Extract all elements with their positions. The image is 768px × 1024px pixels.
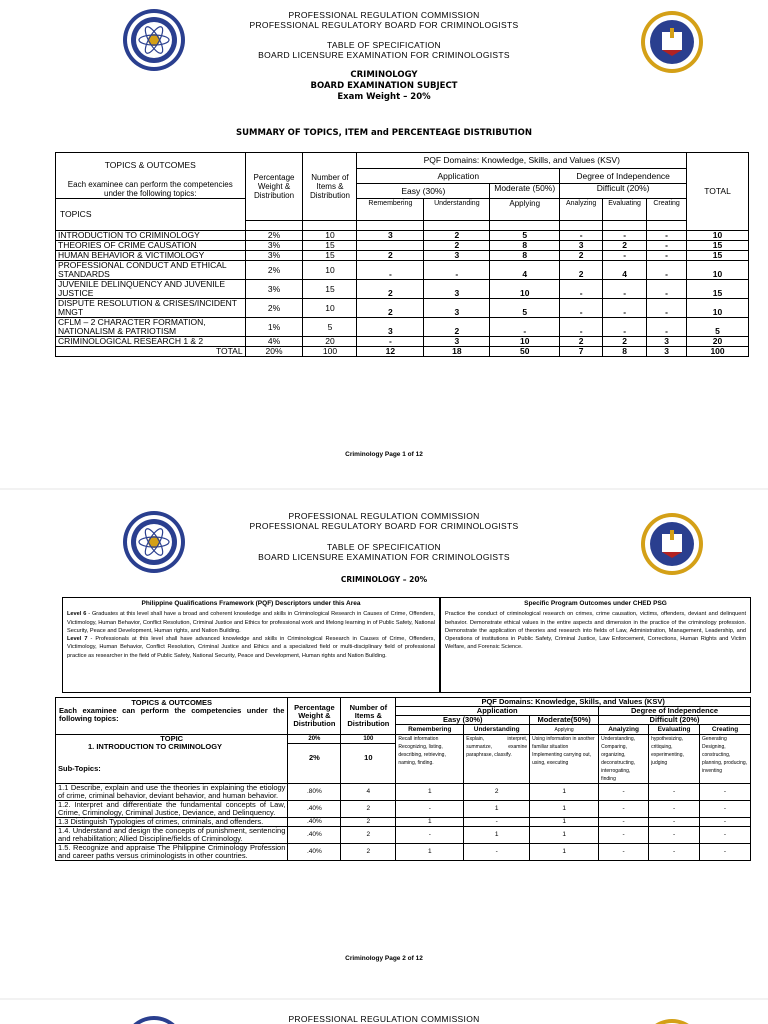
independence-header: Degree of Independence (599, 707, 751, 716)
difficult-header: Difficult (20%) (560, 184, 687, 199)
cell-eva: - (603, 231, 647, 241)
cell-app: - (490, 318, 560, 337)
easy-header: Easy (30%) (396, 716, 530, 725)
cell-cre: - (647, 251, 687, 261)
topics-outcomes-header (56, 153, 246, 199)
subtopic-rem: - (396, 827, 464, 844)
page-2-header (0, 511, 768, 531)
topics-outcomes-header (56, 698, 288, 735)
subtopic-pct: .40% (288, 818, 341, 827)
topic-name: 1. INTRODUCTION TO CRIMINOLOGY (88, 742, 223, 751)
cell-rem: - (357, 337, 424, 347)
cell-pct: 2% (245, 299, 303, 318)
cell-cre: - (647, 231, 687, 241)
subject-type: BOARD EXAMINATION SUBJECT (310, 81, 458, 91)
total-und: 18 (424, 347, 490, 357)
cell-ana: 2 (560, 261, 603, 280)
subtopic-text: 1.2. Interpret and differentiate the fundamental concepts of Law, Crime, Criminology, Criminal Justice, Deviance, and Delinquency. (56, 801, 288, 818)
ksv-header: PQF Domains: Knowledge, Skills, and Values (KSV) (396, 698, 751, 707)
total-row (56, 347, 749, 357)
cell-num: 20 (303, 337, 357, 347)
page-2-number: Criminology Page 2 of 12 (345, 955, 423, 962)
cell-rem: 2 (357, 251, 424, 261)
cell-num: 15 (303, 280, 357, 299)
cell-tot: 20 (687, 337, 749, 347)
cell-num: 15 (303, 251, 357, 261)
cell-rem (357, 241, 424, 251)
topic-num: 100 (341, 735, 395, 744)
total-eva: 8 (603, 347, 647, 357)
cell-tot: 15 (687, 251, 749, 261)
pqf-level-7 (67, 635, 435, 660)
total-header: TOTAL (687, 153, 749, 231)
subtopic-text: 1.4. Understand and design the concepts of punishment, sentencing and rehabilitation; Allied Discipline/fields of Criminology. (56, 827, 288, 844)
remembering-header: Remembering (396, 725, 464, 735)
cell-ana: - (560, 280, 603, 299)
cell-pct: 3% (245, 251, 303, 261)
total-label: TOTAL (56, 347, 246, 357)
page-1-number: Criminology Page 1 of 12 (345, 451, 423, 458)
cell-cre: 3 (647, 337, 687, 347)
cell-topic: THEORIES OF CRIME CAUSATION (56, 241, 246, 251)
page-1-subheader (0, 40, 768, 60)
subtopic-row (56, 784, 751, 801)
cell-pct: 4% (245, 337, 303, 347)
subtopic-text: 1.5. Recognize and appraise The Philippine Criminology Profession and career paths versus criminologists in other countries. (56, 844, 288, 861)
subtopic-cre: - (700, 827, 751, 844)
cell-tot: 15 (687, 241, 749, 251)
subtopic-eva: - (649, 827, 700, 844)
cell-pct: 2% (245, 261, 303, 280)
program-outcomes-box (440, 597, 751, 693)
exam-title: BOARD LICENSURE EXAMINATION FOR CRIMINOLOGISTS (258, 552, 510, 562)
subtopic-und: 1 (464, 801, 530, 818)
cell-eva: 2 (603, 337, 647, 347)
subtopic-eva: - (649, 844, 700, 861)
application-header: Application (396, 707, 599, 716)
page-3-commission: PROFESSIONAL REGULATION COMMISSION (288, 1014, 480, 1024)
subtopic-ana: - (599, 784, 649, 801)
topics-label: TOPICS (56, 199, 246, 231)
topic-name-pct: 2% (308, 753, 320, 762)
subtopic-cre: - (700, 818, 751, 827)
level-6-text: - Graduates at this level shall have a broad and coherent knowledge and skills in Criminological Research in Causes of Crime, Offenders, Victimology, Human Behavior, Conflict Resolution, Criminal Justice and Ethics for professional work and lifelong learning in of Public Safety, National Security, Peace and Development, Human rights, and Nation Building. (67, 611, 435, 634)
cell-pct: 1% (245, 318, 303, 337)
cell-tot: 10 (687, 231, 749, 241)
subtopic-app: 1 (530, 801, 599, 818)
understanding-header: Understanding (464, 725, 530, 735)
cell-tot: 10 (687, 299, 749, 318)
subtopic-rem: 1 (396, 844, 464, 861)
cell-cre: - (647, 318, 687, 337)
analyzing-header: Analyzing (560, 199, 603, 221)
topics-outcomes-label: TOPICS & OUTCOMES (104, 160, 196, 170)
total-app: 50 (490, 347, 560, 357)
subtopic-pct: .40% (288, 827, 341, 844)
percentage-header: Percentage Weight & Distribution (288, 698, 341, 735)
subtopic-pct: .40% (288, 844, 341, 861)
cell-eva: 2 (603, 241, 647, 251)
outcomes-title: Specific Program Outcomes under CHED PSG (524, 600, 667, 607)
subtopic-row (56, 844, 751, 861)
applying-header: Applying (530, 725, 599, 735)
subtopic-eva: - (649, 818, 700, 827)
subject-name: CRIMINOLOGY (350, 70, 418, 80)
cell-und: 3 (424, 299, 490, 318)
topic-pct-block (288, 735, 341, 784)
subtopic-num: 2 (341, 844, 396, 861)
cell-tot: 15 (687, 280, 749, 299)
total-tot: 100 (687, 347, 749, 357)
total-rem: 12 (357, 347, 424, 357)
subtopic-num: 2 (341, 801, 396, 818)
summary-row (56, 251, 749, 261)
cell-ana: - (560, 318, 603, 337)
cell-ana: 3 (560, 241, 603, 251)
cell-app: 4 (490, 261, 560, 280)
cell-cre: - (647, 261, 687, 280)
page-1-header (0, 10, 768, 30)
topic-pct: 20% (288, 735, 340, 744)
tos-title: TABLE OF SPECIFICATION (327, 542, 441, 552)
subtopic-cre: - (700, 784, 751, 801)
subtopic-app: 1 (530, 844, 599, 861)
easy-header: Easy (30%) (357, 184, 490, 199)
cell-num: 5 (303, 318, 357, 337)
examinee-line: Each examinee can perform the competencies under the following topics: (67, 180, 233, 198)
subtopic-num: 2 (341, 818, 396, 827)
cell-topic: CFLM – 2 CHARACTER FORMATION, NATIONALISM & PATRIOTISM (56, 318, 246, 337)
evaluating-desc: hypothesizing, critiquing, experimenting, judging (649, 735, 700, 784)
cell-und: - (424, 261, 490, 280)
commission-name: PROFESSIONAL REGULATION COMMISSION (288, 511, 480, 521)
cell-tot: 10 (687, 261, 749, 280)
total-cre: 3 (647, 347, 687, 357)
subtopic-num: 4 (341, 784, 396, 801)
items-header: Number of Items & Distribution (341, 698, 396, 735)
summary-row (56, 299, 749, 318)
subtopic-und: 2 (464, 784, 530, 801)
total-num: 100 (303, 347, 357, 357)
topic-num-block (341, 735, 396, 784)
subtopic-ana: - (599, 827, 649, 844)
subtopic-pct: .40% (288, 801, 341, 818)
cell-und: 3 (424, 251, 490, 261)
cell-cre: - (647, 280, 687, 299)
summary-row (56, 241, 749, 251)
cell-topic: HUMAN BEHAVIOR & VICTIMOLOGY (56, 251, 246, 261)
board-name: PROFESSIONAL REGULATORY BOARD FOR CRIMINOLOGISTS (249, 20, 519, 30)
cell-num: 10 (303, 261, 357, 280)
exam-title: BOARD LICENSURE EXAMINATION FOR CRIMINOLOGISTS (258, 50, 510, 60)
creating-desc: Generating Designing, constructing, planning, producing, inventing (700, 735, 751, 784)
subtopic-pct: .80% (288, 784, 341, 801)
pqf-descriptors-box (62, 597, 440, 693)
level-7-text: - Professionals at this level shall have advanced knowledge and skills in Criminological Research in Causes of Crime, Offenders, Victimology, Human Behavior, Conflict Resolution, Criminal Justice and Ethics and a specialized field or multi-disciplinary field of professional practice as researcher in the field of Public Safety, National Security, Peace and Development, Human rights and Nation Building. (67, 636, 435, 659)
level-6-label: Level 6 (67, 611, 87, 618)
page-2-subheader (0, 542, 768, 562)
cell-cre: - (647, 241, 687, 251)
summary-row (56, 337, 749, 347)
subtopic-ana: - (599, 818, 649, 827)
independence-header: Degree of Independence (560, 169, 687, 184)
cell-topic: INTRODUCTION TO CRIMINOLOGY (56, 231, 246, 241)
evaluating-header: Evaluating (603, 199, 647, 221)
level-7-label: Level 7 (67, 636, 88, 643)
subject-weight: CRIMINOLOGY – 20% (340, 575, 428, 584)
subtopic-cre: - (700, 801, 751, 818)
cell-rem: 2 (357, 280, 424, 299)
cell-ana: - (560, 231, 603, 241)
subtopic-und: - (464, 844, 530, 861)
creating-header: Creating (700, 725, 751, 735)
summary-row (56, 280, 749, 299)
total-ana: 7 (560, 347, 603, 357)
page-1 (0, 0, 768, 488)
outcomes-text: Practice the conduct of criminological research on crimes, crime causation, victims, offenders, deviant and delinquent behavior. Demonstrate ethical values in the entire aspects and dimension in the practice of the criminology profession. Demonstrate the application of theories and research into fields of Law, Administration, Management, Leadership, and Operations of institutions in Public Safety, Criminal Justice, Law Enforcement, Corrections, Human Rights and Victim Welfare, and Forensic Science. (445, 611, 746, 651)
subtopic-row (56, 827, 751, 844)
subject-block (0, 70, 768, 103)
cell-num: 10 (303, 299, 357, 318)
topic-name-num: 10 (364, 753, 373, 762)
difficult-header: Difficult (20%) (599, 716, 751, 725)
cell-topic: DISPUTE RESOLUTION & CRISES/INCIDENT MNGT (56, 299, 246, 318)
cell-app: 8 (490, 241, 560, 251)
cell-und: 2 (424, 241, 490, 251)
cell-tot: 5 (687, 318, 749, 337)
understanding-desc: Explain, interpret, summarize, examine paraphrase, classify. (464, 735, 530, 784)
topics-outcomes-label: TOPICS & OUTCOMES (131, 698, 213, 707)
subtopic-app: 1 (530, 818, 599, 827)
ksv-header: PQF Domains: Knowledge, Skills, and Values (KSV) (357, 153, 687, 169)
subtopic-rem: - (396, 801, 464, 818)
subtopic-text: 1.3 Distinguish Typologies of crimes, criminals, and offenders. (56, 818, 288, 827)
application-header: Application (357, 169, 560, 184)
cell-und: 2 (424, 318, 490, 337)
cell-topic: JUVENILE DELINQUENCY AND JUVENILE JUSTICE (56, 280, 246, 299)
subtopic-app: 1 (530, 784, 599, 801)
pqf-title: Philippine Qualifications Framework (PQF) Descriptors under this Area (141, 600, 361, 607)
cell-und: 3 (424, 337, 490, 347)
commission-name: PROFESSIONAL REGULATION COMMISSION (288, 10, 480, 20)
remembering-header: Remembering (357, 199, 424, 221)
cell-eva: - (603, 318, 647, 337)
cell-cre: - (647, 299, 687, 318)
page-3 (0, 1000, 768, 1024)
subtopic-und: - (464, 818, 530, 827)
cell-app: 5 (490, 231, 560, 241)
cell-pct: 3% (245, 280, 303, 299)
cell-app: 10 (490, 280, 560, 299)
subtopic-rem: 1 (396, 818, 464, 827)
examinee-line: Each examinee can perform the competencies under the following topics: (59, 706, 285, 723)
cell-rem: 3 (357, 231, 424, 241)
cell-eva: - (603, 299, 647, 318)
cell-app: 8 (490, 251, 560, 261)
total-pct: 20% (245, 347, 303, 357)
cell-pct: 2% (245, 231, 303, 241)
analyzing-header: Analyzing (599, 725, 649, 735)
items-header: Number of Items & Distribution (303, 153, 357, 221)
cell-pct: 3% (245, 241, 303, 251)
cell-und: 3 (424, 280, 490, 299)
subtopic-text: 1.1 Describe, explain and use the theories in explaining the etiology of crime, criminal behavior, deviant behavior, and human behavior. (56, 784, 288, 801)
cell-app: 5 (490, 299, 560, 318)
summary-row (56, 231, 749, 241)
cell-num: 15 (303, 241, 357, 251)
subtopics-label: Sub-Topics: (58, 764, 101, 773)
applying-header: Applying (490, 199, 560, 221)
cell-topic: CRIMINOLOGICAL RESEARCH 1 & 2 (56, 337, 246, 347)
applying-desc: Using information in another familiar situation Implementing carrying out, using, executing (530, 735, 599, 784)
subtopic-num: 2 (341, 827, 396, 844)
subtopic-cre: - (700, 844, 751, 861)
cell-und: 2 (424, 231, 490, 241)
remembering-desc: Recall information Recognizing, listing, describing, retrieving, naming, finding. (396, 735, 464, 784)
moderate-header: Moderate (50%) (490, 184, 560, 199)
tos-title: TABLE OF SPECIFICATION (327, 40, 441, 50)
understanding-header: Understanding (424, 199, 490, 221)
cell-eva: 4 (603, 261, 647, 280)
cell-ana: 2 (560, 251, 603, 261)
summary-row (56, 261, 749, 280)
summary-table (55, 152, 749, 357)
subtopic-ana: - (599, 844, 649, 861)
cell-eva: - (603, 251, 647, 261)
cell-num: 10 (303, 231, 357, 241)
subtopic-table (55, 697, 751, 861)
cell-rem: 3 (357, 318, 424, 337)
subtopic-app: 1 (530, 827, 599, 844)
cell-topic: PROFESSIONAL CONDUCT AND ETHICAL STANDARDS (56, 261, 246, 280)
cell-rem: 2 (357, 299, 424, 318)
cell-app: 10 (490, 337, 560, 347)
subtopic-row (56, 801, 751, 818)
board-name: PROFESSIONAL REGULATORY BOARD FOR CRIMINOLOGISTS (249, 521, 519, 531)
topic-block (56, 735, 288, 784)
cell-ana: - (560, 299, 603, 318)
summary-title: SUMMARY OF TOPICS, ITEM and PERCENTEAGE DISTRIBUTION (235, 128, 533, 138)
cell-ana: 2 (560, 337, 603, 347)
percentage-header: Percentage Weight & Distribution (245, 153, 303, 221)
exam-weight: Exam Weight – 20% (337, 92, 431, 102)
subtopic-und: 1 (464, 827, 530, 844)
evaluating-header: Evaluating (649, 725, 700, 735)
topic-label: TOPIC (160, 734, 184, 743)
cell-rem: - (357, 261, 424, 280)
creating-header: Creating (647, 199, 687, 221)
subtopic-ana: - (599, 801, 649, 818)
subtopic-eva: - (649, 801, 700, 818)
summary-row (56, 318, 749, 337)
pqf-level-6 (67, 610, 435, 635)
moderate-header: Moderate(50%) (530, 716, 599, 725)
cell-eva: - (603, 280, 647, 299)
subtopic-rem: 1 (396, 784, 464, 801)
subtopic-eva: - (649, 784, 700, 801)
analyzing-desc: Understanding, Comparing, organizing, deconstructing, interrogating, finding (599, 735, 649, 784)
